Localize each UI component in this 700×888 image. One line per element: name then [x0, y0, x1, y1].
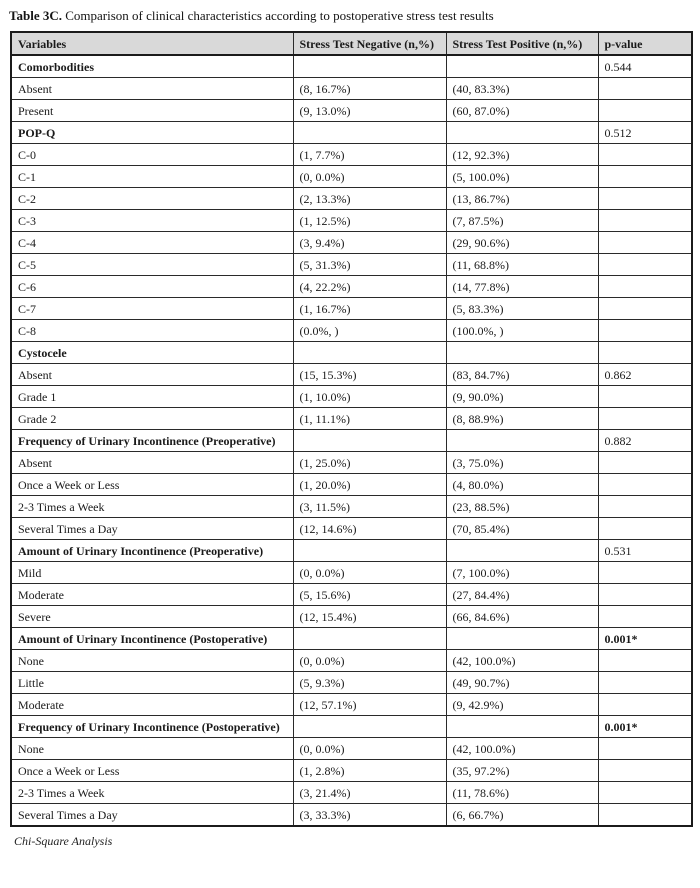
pvalue-cell [598, 518, 692, 540]
table-row [11, 782, 692, 804]
variable-cell: 2-3 Times a Week [11, 496, 293, 518]
negative-cell [293, 716, 446, 738]
variable-cell: C-5 [11, 254, 293, 276]
variable-cell: C-2 [11, 188, 293, 210]
comparison-table [10, 31, 693, 827]
positive-cell: (7, 100.0%) [446, 562, 598, 584]
positive-cell [446, 55, 598, 78]
positive-cell: (7, 87.5%) [446, 210, 598, 232]
positive-cell: (14, 77.8%) [446, 276, 598, 298]
positive-cell: (66, 84.6%) [446, 606, 598, 628]
negative-cell: (1, 16.7%) [293, 298, 446, 320]
positive-cell [446, 540, 598, 562]
negative-cell: (4, 22.2%) [293, 276, 446, 298]
negative-cell: (3, 21.4%) [293, 782, 446, 804]
section-row [11, 430, 692, 452]
table-row [11, 452, 692, 474]
table-row [11, 672, 692, 694]
negative-cell: (12, 57.1%) [293, 694, 446, 716]
section-row [11, 628, 692, 650]
pvalue-cell: 0.544 [598, 55, 692, 78]
positive-cell: (23, 88.5%) [446, 496, 598, 518]
section-row [11, 55, 692, 78]
pvalue-cell: 0.531 [598, 540, 692, 562]
table-row [11, 606, 692, 628]
positive-cell: (11, 68.8%) [446, 254, 598, 276]
variable-cell: Present [11, 100, 293, 122]
positive-cell: (13, 86.7%) [446, 188, 598, 210]
pvalue-cell [598, 210, 692, 232]
section-row [11, 716, 692, 738]
pvalue-cell [598, 276, 692, 298]
negative-cell: (1, 7.7%) [293, 144, 446, 166]
positive-cell: (29, 90.6%) [446, 232, 598, 254]
variable-cell: Several Times a Day [11, 804, 293, 827]
positive-cell [446, 716, 598, 738]
variable-cell: POP-Q [11, 122, 293, 144]
table-row [11, 298, 692, 320]
header-variables: Variables [11, 32, 293, 55]
variable-cell: Several Times a Day [11, 518, 293, 540]
table-row [11, 518, 692, 540]
negative-cell: (5, 15.6%) [293, 584, 446, 606]
positive-cell: (9, 90.0%) [446, 386, 598, 408]
negative-cell: (0, 0.0%) [293, 166, 446, 188]
negative-cell [293, 55, 446, 78]
pvalue-cell [598, 254, 692, 276]
positive-cell: (49, 90.7%) [446, 672, 598, 694]
pvalue-cell [598, 78, 692, 100]
negative-cell: (3, 9.4%) [293, 232, 446, 254]
variable-cell: C-3 [11, 210, 293, 232]
negative-cell: (12, 14.6%) [293, 518, 446, 540]
table-row [11, 320, 692, 342]
positive-cell: (27, 84.4%) [446, 584, 598, 606]
variable-cell: None [11, 650, 293, 672]
table-row [11, 584, 692, 606]
negative-cell [293, 540, 446, 562]
pvalue-cell [598, 694, 692, 716]
negative-cell: (2, 13.3%) [293, 188, 446, 210]
positive-cell: (9, 42.9%) [446, 694, 598, 716]
variable-cell: Grade 2 [11, 408, 293, 430]
pvalue-cell [598, 100, 692, 122]
pvalue-cell [598, 144, 692, 166]
section-row [11, 540, 692, 562]
pvalue-cell [598, 804, 692, 827]
section-row [11, 122, 692, 144]
negative-cell: (0, 0.0%) [293, 562, 446, 584]
pvalue-cell: 0.862 [598, 364, 692, 386]
negative-cell [293, 122, 446, 144]
positive-cell: (42, 100.0%) [446, 738, 598, 760]
variable-cell: Once a Week or Less [11, 474, 293, 496]
table-row [11, 78, 692, 100]
negative-cell: (8, 16.7%) [293, 78, 446, 100]
pvalue-cell [598, 408, 692, 430]
table-title-text: Comparison of clinical characteristics according to postoperative stress test results [61, 8, 494, 23]
negative-cell: (1, 20.0%) [293, 474, 446, 496]
positive-cell: (3, 75.0%) [446, 452, 598, 474]
variable-cell: Comorbodities [11, 55, 293, 78]
variable-cell: C-4 [11, 232, 293, 254]
variable-cell: Grade 1 [11, 386, 293, 408]
pvalue-cell [598, 584, 692, 606]
negative-cell: (1, 12.5%) [293, 210, 446, 232]
table-row [11, 100, 692, 122]
table-row [11, 562, 692, 584]
variable-cell: C-0 [11, 144, 293, 166]
variable-cell: Amount of Urinary Incontinence (Postoperative) [11, 628, 293, 650]
header-stress-test-positive: Stress Test Positive (n,%) [446, 32, 598, 55]
pvalue-cell [598, 188, 692, 210]
positive-cell: (42, 100.0%) [446, 650, 598, 672]
header-stress-test-negative: Stress Test Negative (n,%) [293, 32, 446, 55]
negative-cell [293, 430, 446, 452]
negative-cell: (1, 25.0%) [293, 452, 446, 474]
table-row [11, 210, 692, 232]
pvalue-cell: 0.001* [598, 716, 692, 738]
negative-cell: (3, 11.5%) [293, 496, 446, 518]
pvalue-cell: 0.512 [598, 122, 692, 144]
table-title [9, 8, 692, 24]
variable-cell: C-1 [11, 166, 293, 188]
header-p-value: p-value [598, 32, 692, 55]
header-row [11, 32, 692, 55]
negative-cell: (12, 15.4%) [293, 606, 446, 628]
negative-cell: (1, 2.8%) [293, 760, 446, 782]
positive-cell: (12, 92.3%) [446, 144, 598, 166]
positive-cell: (40, 83.3%) [446, 78, 598, 100]
table-row [11, 276, 692, 298]
positive-cell: (6, 66.7%) [446, 804, 598, 827]
variable-cell: Mild [11, 562, 293, 584]
variable-cell: Absent [11, 78, 293, 100]
pvalue-cell [598, 782, 692, 804]
variable-cell: Little [11, 672, 293, 694]
pvalue-cell [598, 320, 692, 342]
table-row [11, 760, 692, 782]
table-row [11, 496, 692, 518]
variable-cell: Moderate [11, 584, 293, 606]
variable-cell: Cystocele [11, 342, 293, 364]
positive-cell [446, 430, 598, 452]
pvalue-cell [598, 562, 692, 584]
pvalue-cell [598, 298, 692, 320]
table-row [11, 738, 692, 760]
negative-cell: (0, 0.0%) [293, 738, 446, 760]
negative-cell: (0, 0.0%) [293, 650, 446, 672]
negative-cell: (3, 33.3%) [293, 804, 446, 827]
pvalue-cell: 0.882 [598, 430, 692, 452]
pvalue-cell [598, 386, 692, 408]
footnote-chi-square: Chi-Square Analysis [14, 834, 113, 848]
pvalue-cell [598, 672, 692, 694]
positive-cell: (100.0%, ) [446, 320, 598, 342]
variable-cell: Severe [11, 606, 293, 628]
positive-cell: (8, 88.9%) [446, 408, 598, 430]
pvalue-cell [598, 474, 692, 496]
table-title-label: Table 3C. [9, 8, 62, 23]
positive-cell [446, 342, 598, 364]
negative-cell: (15, 15.3%) [293, 364, 446, 386]
variable-cell: Absent [11, 452, 293, 474]
negative-cell [293, 342, 446, 364]
positive-cell: (70, 85.4%) [446, 518, 598, 540]
negative-cell: (0.0%, ) [293, 320, 446, 342]
positive-cell: (35, 97.2%) [446, 760, 598, 782]
table-row [11, 188, 692, 210]
pvalue-cell [598, 606, 692, 628]
variable-cell: C-6 [11, 276, 293, 298]
negative-cell [293, 628, 446, 650]
variable-cell: None [11, 738, 293, 760]
pvalue-cell [598, 166, 692, 188]
pvalue-cell [598, 342, 692, 364]
pvalue-cell [598, 650, 692, 672]
variable-cell: Amount of Urinary Incontinence (Preoperative) [11, 540, 293, 562]
table-body [11, 55, 692, 826]
variable-cell: Frequency of Urinary Incontinence (Preoperative) [11, 430, 293, 452]
variable-cell: Absent [11, 364, 293, 386]
positive-cell: (5, 100.0%) [446, 166, 598, 188]
table-row [11, 386, 692, 408]
pvalue-cell [598, 738, 692, 760]
table-row [11, 166, 692, 188]
positive-cell [446, 628, 598, 650]
table-row [11, 694, 692, 716]
positive-cell: (4, 80.0%) [446, 474, 598, 496]
variable-cell: Once a Week or Less [11, 760, 293, 782]
negative-cell: (9, 13.0%) [293, 100, 446, 122]
pvalue-cell [598, 760, 692, 782]
table-row [11, 144, 692, 166]
table-row [11, 408, 692, 430]
negative-cell: (5, 31.3%) [293, 254, 446, 276]
table-row [11, 650, 692, 672]
positive-cell: (83, 84.7%) [446, 364, 598, 386]
variable-cell: C-7 [11, 298, 293, 320]
table-row [11, 364, 692, 386]
table-row [11, 804, 692, 827]
section-row [11, 342, 692, 364]
negative-cell: (5, 9.3%) [293, 672, 446, 694]
variable-cell: C-8 [11, 320, 293, 342]
pvalue-cell: 0.001* [598, 628, 692, 650]
positive-cell [446, 122, 598, 144]
table-row [11, 474, 692, 496]
table-row [11, 254, 692, 276]
variable-cell: Moderate [11, 694, 293, 716]
variable-cell: Frequency of Urinary Incontinence (Postoperative) [11, 716, 293, 738]
variable-cell: 2-3 Times a Week [11, 782, 293, 804]
pvalue-cell [598, 232, 692, 254]
negative-cell: (1, 11.1%) [293, 408, 446, 430]
table-row [11, 232, 692, 254]
negative-cell: (1, 10.0%) [293, 386, 446, 408]
pvalue-cell [598, 452, 692, 474]
positive-cell: (60, 87.0%) [446, 100, 598, 122]
pvalue-cell [598, 496, 692, 518]
positive-cell: (11, 78.6%) [446, 782, 598, 804]
positive-cell: (5, 83.3%) [446, 298, 598, 320]
